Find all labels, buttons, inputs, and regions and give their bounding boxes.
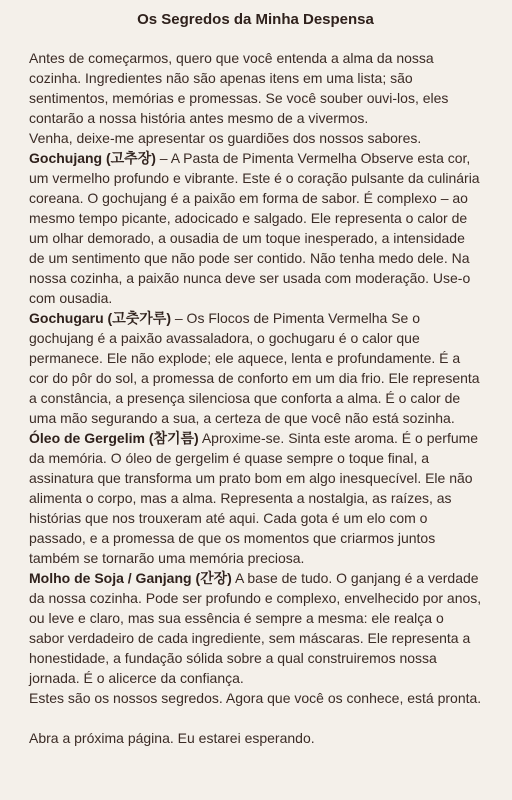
document-body <box>29 48 482 748</box>
section-gochugaru <box>29 308 482 428</box>
section-sesame-oil <box>29 428 482 568</box>
paragraph-gap <box>29 708 482 728</box>
section-sesame-oil-text: Aproxime-se. Sinta este aroma. É o perfume da memória. O óleo de gergelim é quase sempre o toque final, a assinatura que transforma um prato bom em algo inesquecível. Ele não alimenta o corpo, mas a alma. Representa a nostalgia, as raízes, as histórias que nos trouxeram até aqui. Cada gota é um elo com o passado, e a promessa de que os momentos que criarmos juntos também se tornarão uma memória preciosa. <box>29 430 479 566</box>
section-gochugaru-term: Gochugaru (고춧가루) <box>29 310 171 326</box>
intro-paragraph: Antes de começarmos, quero que você entenda a alma da nossa cozinha. Ingredientes não são apenas itens em uma lista; são sentimentos, memórias e promessas. Se você souber ouvi-los, eles contarão a nossa história antes mesmo de a vivermos. <box>29 50 449 126</box>
section-soy-sauce-term: Molho de Soja / Ganjang (간장) <box>29 570 232 586</box>
intro-follow-paragraph: Venha, deixe-me apresentar os guardiões dos nossos sabores. <box>29 130 422 146</box>
page-title: Os Segredos da Minha Despensa <box>137 11 374 28</box>
section-gochugaru-text: – Os Flocos de Pimenta Vermelha Se o gochujang é a paixão avassaladora, o gochugaru é o calor que permanece. Ele não explode; ele aquece, lenta e profundamente. É a cor do pôr do sol, a promessa de conforto em um dia frio. Ele representa a constância, a presença silenciosa que conforta a alma. É o calor de uma mão segurando a sua, a certeza de que você não está sozinha. <box>29 310 480 426</box>
section-sesame-oil-term: Óleo de Gergelim (참기름) <box>29 430 199 446</box>
section-soy-sauce <box>29 568 482 688</box>
section-gochujang <box>29 148 482 308</box>
closing-paragraph: Estes são os nossos segredos. Agora que você os conhece, está pronta. <box>29 690 482 706</box>
section-gochujang-text: – A Pasta de Pimenta Vermelha Observe esta cor, um vermelho profundo e vibrante. Este é o coração pulsante da culinária coreana. O gochujang é a paixão em forma de sabor. É complexo – ao mesmo tempo picante, adocicado e salgado. Ele representa o calor de um olhar demorado, a ousadia de um toque inesperado, a intensidade de um sentimento que não pode ser contido. Não tenha medo dele. Na nossa cozinha, a paixão nunca deve ser usada com moderação. Use-o com ousadia. <box>29 150 480 306</box>
final-line: Abra a próxima página. Eu estarei esperando. <box>29 730 315 746</box>
section-gochujang-term: Gochujang (고추장) <box>29 150 156 166</box>
section-soy-sauce-text: A base de tudo. O ganjang é a verdade da nossa cozinha. Pode ser profundo e complexo, envelhecido por anos, ou leve e claro, mas sua essência é sempre a mesma: ele realça o sabor verdadeiro de cada ingrediente, sem máscaras. Ele representa a honestidade, a fundação sólida sobre a qual construiremos nossa jornada. É o alicerce da confiança. <box>29 570 482 686</box>
